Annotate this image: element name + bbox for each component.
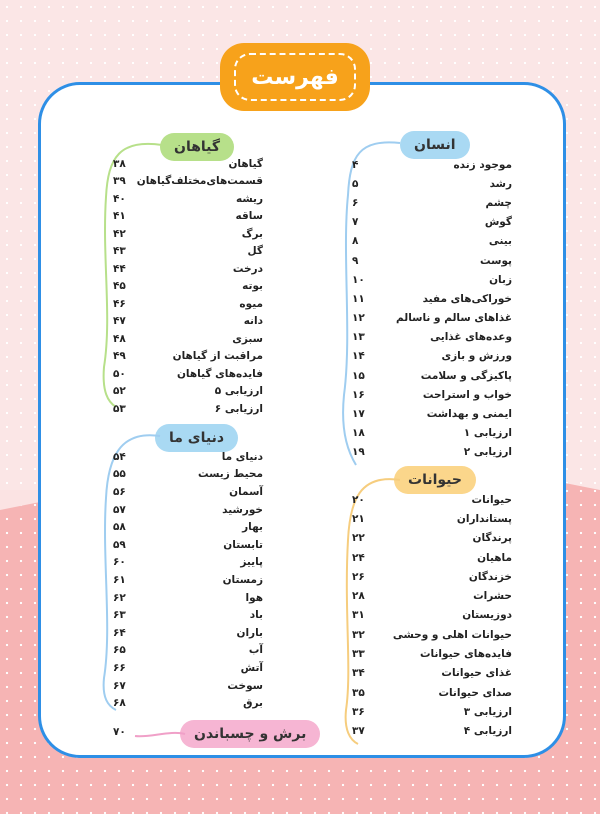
toc-row [113,313,263,331]
toc-entry-title: پرندگان [472,532,512,545]
toc-entry-page: ۲۱ [352,512,365,525]
toc-entry-title: سبزی [232,332,263,345]
toc-row [113,624,263,642]
toc-entry-title: پوست [480,254,512,267]
toc-entry-title: فایده‌های گیاهان [176,367,263,380]
toc-entry-page: ۲۲ [352,532,365,545]
toc-row [113,243,263,261]
toc-row [352,155,512,174]
toc-entry-page: ۵ [352,177,359,190]
toc-entry-page: ۶۰ [113,556,126,569]
toc-entry-title: چشم [485,196,512,209]
toc-entry-title: رشد [489,177,512,190]
toc-entry-page: ۶۳ [113,609,126,622]
toc-entry-title: آتش [240,661,263,674]
toc-row [352,548,512,567]
toc-row [352,404,512,423]
toc-entry-title: بهار [242,521,263,534]
toc-entry-title: مراقبت از گیاهان [172,350,263,363]
toc-entry-page: ۴۴ [113,262,126,275]
toc-entry-page: ۳۳ [352,648,365,661]
toc-entry-page: ۴۸ [113,332,126,345]
toc-entry-page: ۱۷ [352,408,365,421]
toc-entry-page: ۱۹ [352,446,365,459]
toc-entry-title: موجود زنده [453,158,512,171]
toc-entry-page: ۳۶ [352,705,365,718]
toc-entry-page: ۵۳ [113,402,126,415]
toc-entry-title: باد [249,609,263,622]
toc-entry-page: ۱۸ [352,427,365,440]
toc-row [352,606,512,625]
toc-entry-title: خورشید [222,503,263,516]
page-title: فهرست [234,53,356,101]
toc-entry-page: ۱۰ [352,273,365,286]
toc-entry-title: گل [247,245,263,258]
toc-entry-page: ۴۹ [113,350,126,363]
section-list-heyvanat [352,490,512,741]
toc-row [352,232,512,251]
toc-entry-title: فایده‌های حیوانات [420,648,512,661]
toc-entry-title: گوش [484,216,512,229]
section-heading-donya: دنیای ما [155,424,238,452]
toc-entry-page: ۴۳ [113,245,126,258]
toc-entry-page: ۳۸ [113,157,126,170]
toc-row [113,330,263,348]
section-heading-boresh: برش و چسباندن [180,720,320,748]
toc-row [352,567,512,586]
toc-entry-page: ۶۸ [113,697,126,710]
toc-entry-title: محیط زیست [197,468,263,481]
page-number-boresh: ۷۰ [113,726,126,738]
toc-entry-title: حیوانات اهلی و وحشی [392,628,512,641]
toc-row [113,155,263,173]
toc-entry-title: باران [236,626,263,639]
section-heading-ensan: انسان [400,131,470,159]
toc-entry-page: ۶۲ [113,591,126,604]
toc-entry-page: ۱۲ [352,312,365,325]
toc-entry-page: ۹ [352,254,359,267]
toc-row [113,365,263,383]
toc-entry-page: ۱۱ [352,292,365,305]
toc-entry-page: ۴۶ [113,297,126,310]
toc-row [113,448,263,466]
toc-entry-title: برگ [241,227,263,240]
toc-entry-title: آسمان [229,485,263,498]
toc-entry-page: ۳۹ [113,175,126,188]
toc-row [113,571,263,589]
toc-row [352,289,512,308]
toc-row [113,278,263,296]
toc-row [352,644,512,663]
toc-row [352,270,512,289]
toc-entry-title: دوزیستان [462,609,512,622]
toc-row [352,309,512,328]
toc-entry-page: ۶۷ [113,679,126,692]
toc-row [113,659,263,677]
title-badge [220,43,370,111]
toc-entry-title: ورزش و بازی [441,350,512,363]
toc-entry-title: ایمنی و بهداشت [426,408,512,421]
toc-entry-title: درخت [232,262,263,275]
toc-entry-page: ۵۸ [113,521,126,534]
toc-entry-page: ۸ [352,235,359,248]
section-heading-giahan: گیاهان [160,133,234,161]
toc-row [352,586,512,605]
toc-row [113,642,263,660]
toc-row [113,208,263,226]
toc-entry-title: دنیای ما [221,450,263,463]
toc-entry-title: ارزیابی ۳ [463,705,512,718]
toc-entry-title: غذاهای سالم و ناسالم [396,312,512,325]
toc-row [352,664,512,683]
toc-row [352,529,512,548]
toc-row [352,443,512,462]
toc-entry-title: تابستان [223,538,263,551]
toc-entry-page: ۶۵ [113,644,126,657]
toc-entry-page: ۶۴ [113,626,126,639]
toc-row [352,509,512,528]
toc-entry-page: ۲۰ [352,493,365,506]
toc-entry-page: ۱۵ [352,369,365,382]
toc-entry-page: ۳۵ [352,686,365,699]
toc-entry-title: سوخت [227,679,263,692]
toc-entry-title: پستانداران [456,512,512,525]
toc-entry-title: برق [243,697,263,710]
toc-row [113,518,263,536]
toc-entry-title: زمستان [222,573,263,586]
toc-row [352,174,512,193]
toc-entry-page: ۴۰ [113,192,126,205]
toc-entry-page: ۳۷ [352,725,365,738]
toc-entry-title: پاییز [240,556,263,569]
section-curve-boresh [130,726,190,746]
toc-entry-title: حشرات [473,590,512,603]
toc-row [113,295,263,313]
toc-entry-page: ۵۴ [113,450,126,463]
toc-entry-title: ریشه [235,192,263,205]
toc-entry-title: ارزیابی ۶ [214,402,263,415]
toc-row [352,347,512,366]
toc-entry-title: گیاهان [228,157,263,170]
toc-entry-page: ۴۵ [113,280,126,293]
toc-entry-title: خوراکی‌های مفید [422,292,512,305]
toc-row [113,483,263,501]
toc-entry-title: حیوانات [471,493,512,506]
toc-row [352,328,512,347]
toc-entry-title: غذای حیوانات [441,667,512,680]
toc-entry-title: ارزیابی ۱ [463,427,512,440]
toc-entry-page: ۴۷ [113,315,126,328]
toc-row [352,625,512,644]
section-list-giahan [113,155,263,418]
toc-row [352,722,512,741]
toc-entry-title: بینی [488,235,512,248]
toc-row [113,606,263,624]
toc-entry-page: ۳۲ [352,628,365,641]
toc-entry-page: ۳۱ [352,609,365,622]
toc-entry-title: ماهیان [477,551,512,564]
toc-row [113,400,263,418]
toc-row [113,536,263,554]
toc-entry-title: قسمت‌های‌مختلف‌گیاهان [136,175,263,188]
toc-entry-title: میوه [239,297,263,310]
toc-entry-page: ۵۹ [113,538,126,551]
toc-entry-title: صدای حیوانات [438,686,512,699]
toc-entry-page: ۱۳ [352,331,365,344]
section-list-ensan [352,155,512,462]
toc-entry-page: ۲۸ [352,590,365,603]
toc-row [352,251,512,270]
toc-entry-page: ۵۰ [113,367,126,380]
toc-entry-title: دانه [243,315,263,328]
toc-entry-title: بوته [242,280,263,293]
toc-row [113,677,263,695]
toc-entry-title: ساقه [235,210,263,223]
toc-row [113,589,263,607]
toc-row [352,385,512,404]
toc-row [113,190,263,208]
toc-entry-title: پاکیزگی و سلامت [420,369,512,382]
toc-row [113,348,263,366]
section-heading-heyvanat: حیوانات [394,466,476,494]
toc-entry-page: ۱۴ [352,350,365,363]
toc-row [352,213,512,232]
toc-entry-page: ۲۴ [352,551,365,564]
toc-row [113,173,263,191]
toc-row [113,383,263,401]
toc-entry-page: ۵۲ [113,385,126,398]
toc-row [113,501,263,519]
toc-row [113,466,263,484]
toc-row [352,702,512,721]
toc-entry-page: ۴ [352,158,359,171]
toc-entry-page: ۱۶ [352,388,365,401]
toc-entry-page: ۴۱ [113,210,126,223]
toc-row [113,554,263,572]
toc-entry-title: وعده‌های غذایی [430,331,512,344]
toc-entry-page: ۲۶ [352,570,365,583]
toc-entry-page: ۴۲ [113,227,126,240]
toc-entry-title: هوا [245,591,263,604]
toc-entry-page: ۵۷ [113,503,126,516]
toc-entry-title: ارزیابی ۴ [463,725,512,738]
toc-entry-title: آب [248,644,263,657]
toc-entry-title: ارزیابی ۲ [463,446,512,459]
toc-entry-page: ۳۴ [352,667,365,680]
toc-row [352,490,512,509]
toc-entry-page: ۶۶ [113,661,126,674]
toc-row [352,193,512,212]
toc-row [113,694,263,712]
toc-entry-page: ۶ [352,196,359,209]
toc-entry-page: ۵۶ [113,485,126,498]
toc-entry-title: خزندگان [468,570,512,583]
toc-row [113,260,263,278]
toc-entry-title: ارزیابی ۵ [214,385,263,398]
section-list-donya [113,448,263,712]
toc-row [352,424,512,443]
toc-row [352,683,512,702]
toc-row [352,366,512,385]
toc-entry-title: زبان [489,273,512,286]
toc-entry-page: ۵۵ [113,468,126,481]
toc-entry-page: ۷ [352,216,359,229]
toc-row [113,225,263,243]
toc-entry-page: ۶۱ [113,573,126,586]
toc-entry-title: خواب و استراحت [422,388,512,401]
